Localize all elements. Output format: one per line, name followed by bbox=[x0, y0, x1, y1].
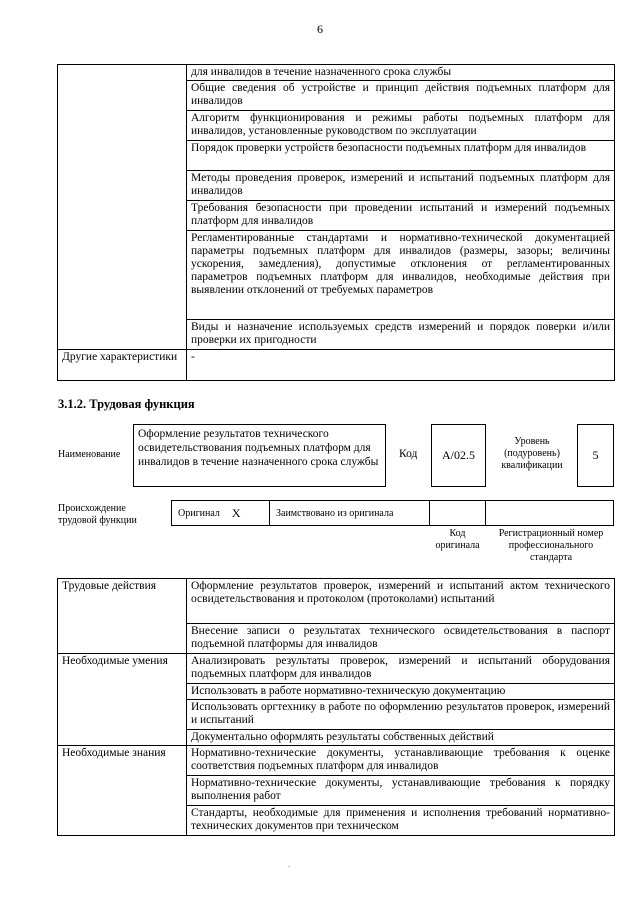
origin-borrowed-box bbox=[269, 500, 430, 526]
original-label: Оригинал bbox=[178, 507, 220, 519]
table-row bbox=[58, 350, 615, 381]
code-value: А/02.5 bbox=[442, 448, 475, 462]
original-mark: X bbox=[231, 505, 241, 520]
row-label: Трудовые действия bbox=[58, 579, 187, 654]
table-row bbox=[58, 746, 615, 776]
origin-original-box bbox=[171, 500, 270, 526]
row-value: Документально оформлять результаты собственных действий bbox=[187, 730, 615, 746]
row-value: Анализировать результаты проверок, измерений и испытаний оборудования подъемных платформ для инвалидов bbox=[187, 654, 615, 684]
row-value: Алгоритм функционирования и режимы работы подъемных платформ для инвалидов, установленные руководством по эксплуатации bbox=[187, 111, 615, 141]
row-value: Общие сведения об устройстве и принцип действия подъемных платформ для инвалидов bbox=[187, 81, 615, 111]
row-label: Другие характеристики bbox=[58, 350, 187, 381]
origin-reg-box bbox=[485, 500, 614, 526]
level-label: Уровень (подуровень) квалификации bbox=[501, 436, 563, 471]
row-value: Требования безопасности при проведении испытаний и измерений подъемных платформ для инвалидов bbox=[187, 201, 615, 231]
level-value: 5 bbox=[592, 448, 599, 462]
row-value: Внесение записи о результатах технического освидетельствования в паспорт подъемной платформы для инвалидов bbox=[187, 624, 615, 654]
row-value: Регламентированные стандартами и нормативно-технической документацией параметры подъемных платформ для инвалидов (размеры, зазоры; величины ускорения, замедления), допустимые отклонения от регламентированных параметров подъемных платформ для инвалидов, необходимые действия при выявлении отклонений от требуемых параметров bbox=[187, 231, 615, 320]
code-caption: Код оригинала bbox=[435, 528, 480, 551]
row-value: Виды и назначение используемых средств измерений и порядок поверки и/или проверки их пригодности bbox=[187, 320, 615, 350]
name-box bbox=[133, 424, 386, 487]
row-label: Необходимые знания bbox=[58, 746, 187, 836]
bottom-table bbox=[57, 578, 615, 836]
row-value: Использовать в работе нормативно-техническую документацию bbox=[187, 684, 615, 700]
row-value: Оформление результатов проверок, измерений и испытаний актом технического освидетельствования и протоколом (протоколами) испытаний bbox=[187, 579, 615, 624]
table-row bbox=[58, 579, 615, 624]
row-value: - bbox=[187, 350, 615, 381]
row-value: Порядок проверки устройств безопасности подъемных платформ для инвалидов bbox=[187, 141, 615, 171]
origin-code-box bbox=[429, 500, 486, 526]
footer-mark: . bbox=[288, 860, 290, 869]
reg-caption: Регистрационный номер профессионального стандарта bbox=[498, 528, 604, 563]
row-value: Нормативно-технические документы, устанавливающие требования к оценке соответствия подъемных платформ для инвалидов bbox=[187, 746, 615, 776]
table-row bbox=[58, 65, 615, 81]
row-label bbox=[58, 65, 187, 350]
row-label: Необходимые умения bbox=[58, 654, 187, 746]
code-box bbox=[431, 424, 486, 487]
code-label: Код bbox=[399, 448, 418, 460]
table-row bbox=[58, 654, 615, 684]
row-value: Использовать оргтехнику в работе по оформлению результатов проверок, измерений и испытаний bbox=[187, 700, 615, 730]
name-value: Оформление результатов технического освидетельствования подъемных платформ для инвалидов в течение назначенного срока службы bbox=[138, 428, 379, 468]
row-value: Нормативно-технические документы, устанавливающие требования к порядку выполнения работ bbox=[187, 776, 615, 806]
row-value: Методы проведения проверок, измерений и испытаний подъемных платформ для инвалидов bbox=[187, 171, 615, 201]
origin-label: Происхождение трудовой функции bbox=[58, 503, 137, 526]
page-number: 6 bbox=[317, 22, 323, 36]
name-label: Наименование bbox=[58, 449, 121, 460]
level-box bbox=[577, 424, 614, 487]
borrowed-label: Заимствовано из оригинала bbox=[276, 507, 394, 519]
row-value: для инвалидов в течение назначенного срока службы bbox=[187, 65, 615, 81]
section-heading: 3.1.2. Трудовая функция bbox=[58, 397, 195, 411]
top-table bbox=[57, 64, 615, 381]
row-value: Стандарты, необходимые для применения и исполнения требований нормативно-технических документов при техническом bbox=[187, 806, 615, 836]
